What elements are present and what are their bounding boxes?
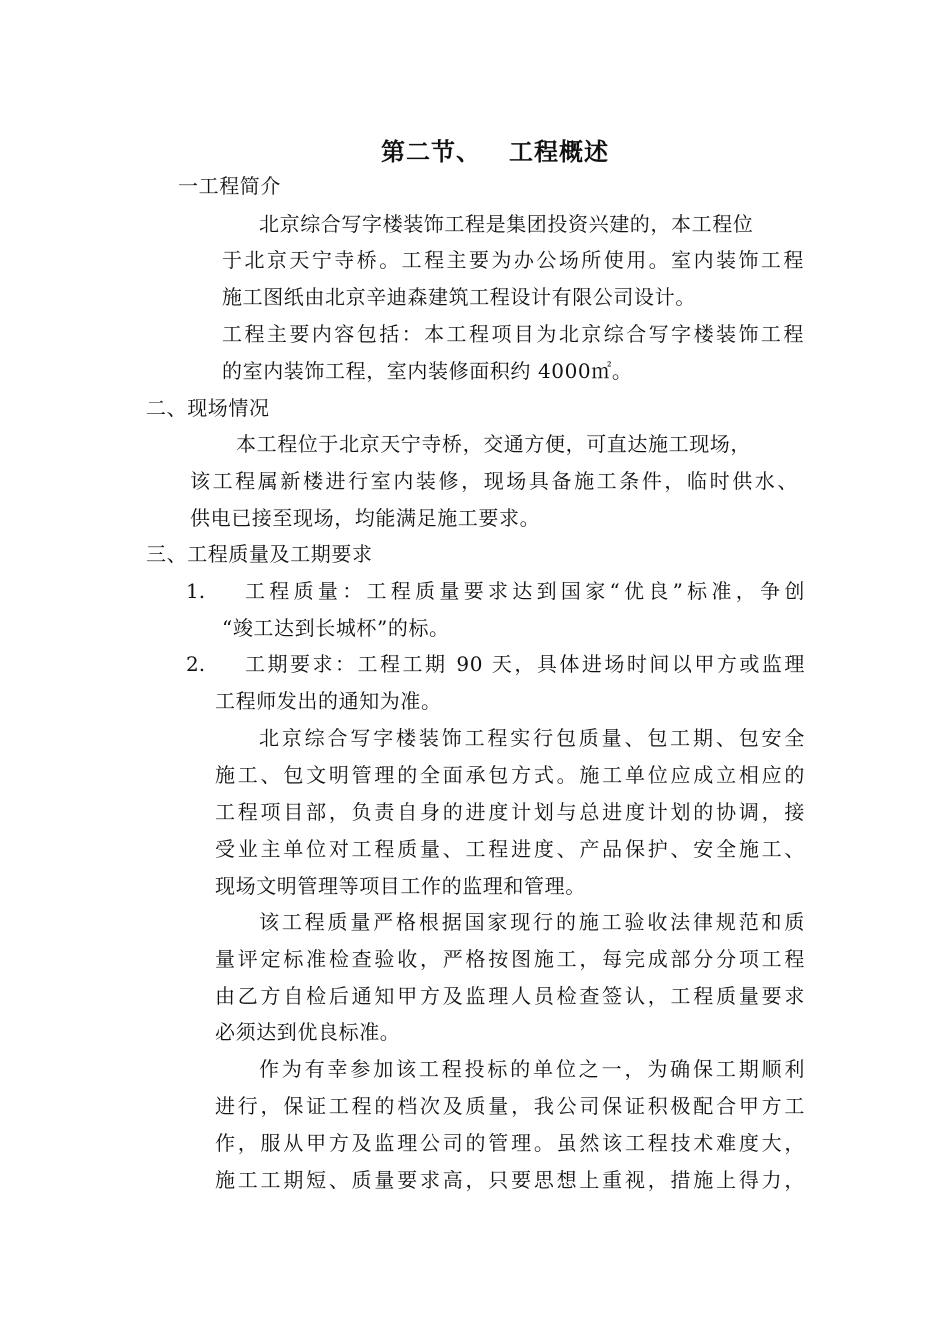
paragraph-line: 该工程质量严格根据国家现行的施工验收法律规范和质: [259, 910, 805, 934]
paragraph-line: 本工程位于北京天宁寺桥，交通方便，可直达施工现场，: [236, 432, 751, 456]
list-item-line: 工程师发出的通知为准。: [215, 689, 442, 713]
paragraph-line: 必须达到优良标准。: [215, 1020, 401, 1044]
paragraph-line: 该工程属新楼进行室内装修，现场具备施工条件，临时供水、: [190, 469, 798, 493]
paragraph-line: 施工图纸由北京辛迪森建筑工程设计有限公司设计。: [222, 285, 696, 309]
list-item-line: 工期要求：工程工期 90 天，具体进场时间以甲方或监理: [245, 652, 805, 676]
list-item-line: 工程质量：工程质量要求达到国家“优良”标准，争创: [245, 579, 805, 603]
paragraph-line: 工程项目部，负责自身的进度计划与总进度计划的协调，接: [215, 800, 805, 824]
paragraph-line: 量评定标准检查验收，严格按图施工，每完成部分分项工程: [215, 947, 805, 971]
paragraph-line: 作，服从甲方及监理公司的管理。虽然该工程技术难度大，: [215, 1131, 805, 1155]
paragraph-line: 于北京天宁寺桥。工程主要为办公场所使用。室内装饰工程: [222, 248, 804, 272]
list-item-line: “竣工达到长城杯”的标。: [222, 616, 450, 640]
paragraph-line: 施工、包文明管理的全面承包方式。施工单位应成立相应的: [215, 763, 805, 787]
paragraph-line: 工程主要内容包括：本工程项目为北京综合写字楼装饰工程: [222, 322, 804, 346]
paragraph-line: 受业主单位对工程质量、工程进度、产品保护、安全施工、: [215, 837, 805, 861]
paragraph-line: 北京综合写字楼装饰工程实行包质量、包工期、包安全: [259, 726, 805, 750]
paragraph-line: 施工工期短、质量要求高，只要思想上重视，措施上得力，: [215, 1168, 805, 1192]
paragraph-line: 北京综合写字楼装饰工程是集团投资兴建的，本工程位: [259, 212, 754, 236]
paragraph-line: 的室内装饰工程，室内装修面积约 4000㎡。: [222, 359, 633, 383]
paragraph-line: 现场文明管理等项目工作的监理和管理。: [215, 874, 586, 898]
list-number: 2.: [186, 652, 206, 676]
section-title: 第二节、 工程概述: [380, 138, 610, 166]
heading-quality-schedule: 三、工程质量及工期要求: [146, 542, 373, 566]
paragraph-line: 供电已接至现场，均能满足施工要求。: [190, 506, 541, 530]
list-number: 1.: [186, 579, 206, 603]
heading-project-intro: 一工程简介: [178, 174, 281, 198]
paragraph-line: 作为有幸参加该工程投标的单位之一，为确保工期顺利: [259, 1057, 805, 1081]
paragraph-line: 进行，保证工程的档次及质量，我公司保证积极配合甲方工: [215, 1094, 805, 1118]
paragraph-line: 由乙方自检后通知甲方及监理人员检查签认，工程质量要求: [215, 984, 805, 1008]
heading-site-conditions: 二、现场情况: [146, 396, 270, 420]
